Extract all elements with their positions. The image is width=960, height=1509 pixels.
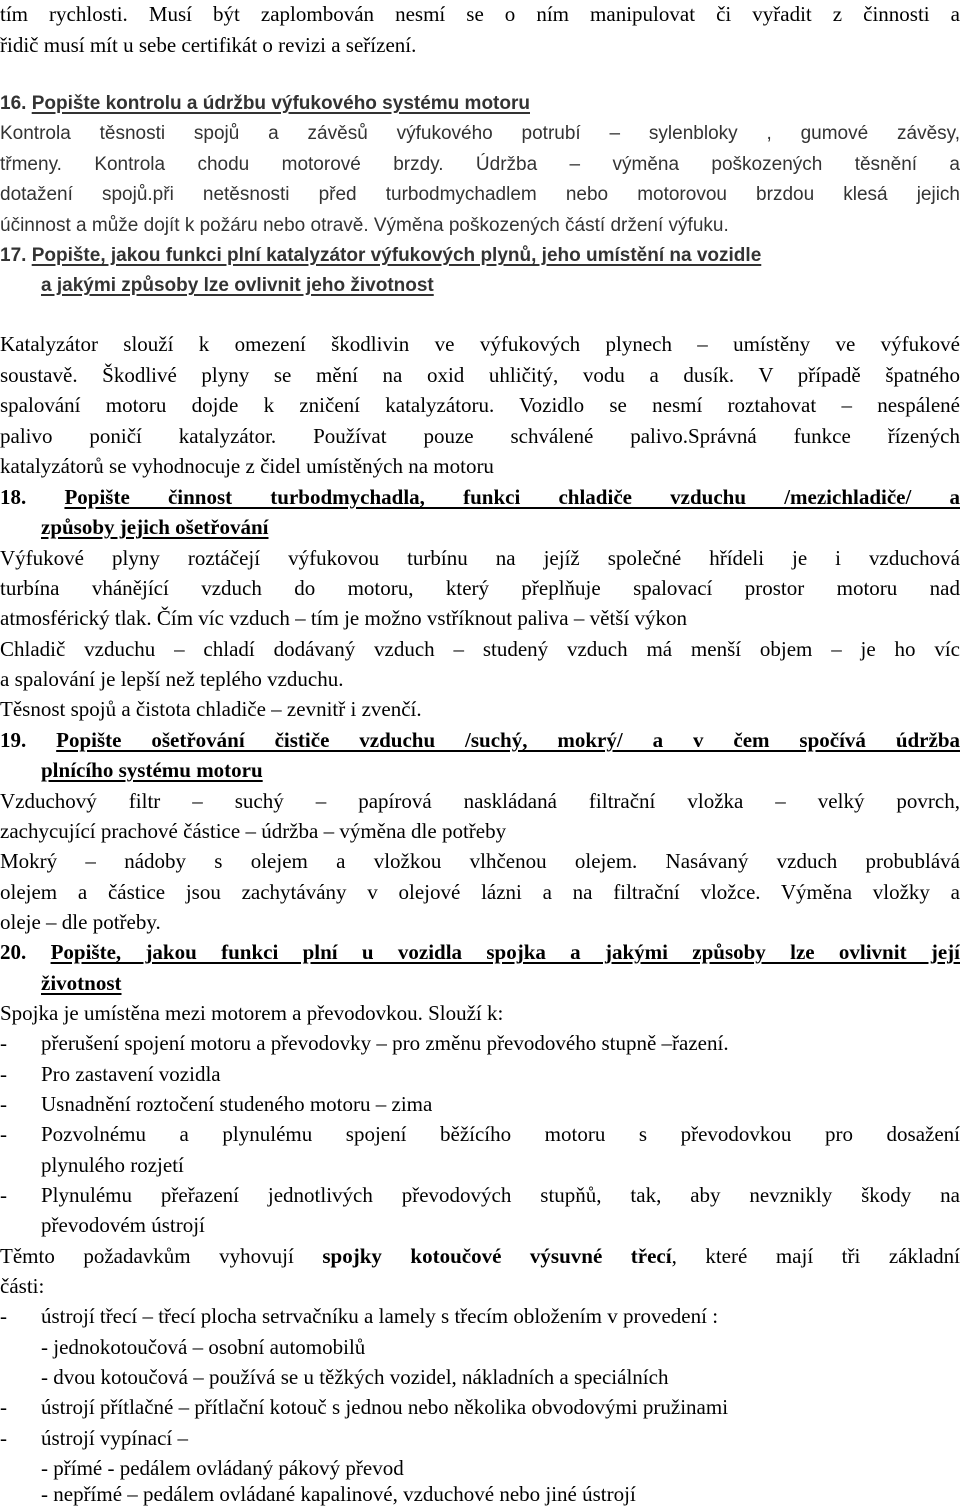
q20-bullet-5-text-2: převodovém ústrojí [41, 1213, 205, 1237]
q20-title-line-2: životnost [41, 971, 122, 995]
bullet-dash: - [0, 1062, 7, 1086]
q20-bullet-3 [0, 1091, 960, 1119]
q16-line-2: třmeny. Kontrola chodu motorové brzdy. Údržba – výměna poškozených těsnění a [0, 154, 960, 175]
q20-bullet-5 [0, 1182, 960, 1210]
q20-part-1 [0, 1303, 960, 1331]
q16-heading [0, 91, 960, 119]
q20-part-3b: - nepřímé – pedálem ovládané kapalinové, vzduchové nebo jiné ústrojí [41, 1482, 636, 1506]
q18-line-3: atmosférický tlak. Čím víc vzduch – tím je možno vstříknout paliva – větší výkon [0, 606, 688, 630]
q20-line-2-post: , které mají tři základní [671, 1244, 960, 1268]
q20-part-1a: - jednokotoučová – osobní automobilů [41, 1335, 366, 1359]
q20-bullet-2 [0, 1061, 960, 1089]
q16-line-1: Kontrola těsnosti spojů a závěsů výfukového potrubí – sylenbloky , gumové závěsy, [0, 123, 960, 144]
q19-title-line-2-wrap [0, 757, 960, 785]
bullet-dash: - [0, 1395, 7, 1419]
bullet-dash: - [0, 1183, 7, 1207]
q20-bullet-4-text-2: plynulého rozjetí [41, 1153, 184, 1177]
q20-part-2 [0, 1394, 960, 1422]
q20-bullet-2-text: Pro zastavení vozidla [41, 1062, 221, 1086]
q20-line-2-pre: Těmto požadavkům vyhovují [0, 1244, 294, 1268]
bullet-dash: - [0, 1031, 7, 1055]
q20-part-1b: - dvou kotoučová – používá se u těžkých vozidel, nákladních a speciálních [41, 1365, 669, 1389]
q19-line-3: Mokrý – nádoby s olejem a vložkou vlhčenou olejem. Nasávaný vzduch probublává [0, 849, 960, 873]
q20-bullet-4 [0, 1121, 960, 1149]
q19-line-5: oleje – dle potřeby. [0, 910, 161, 934]
q19-number: 19. [0, 728, 27, 752]
q20-bullet-1 [0, 1030, 960, 1058]
q19-line-1: Vzduchový filtr – suchý – papírová naskládaná filtrační vložka – velký povrch, [0, 789, 960, 813]
q20-part-3a: - přímé - pedálem ovládaný pákový převod [41, 1456, 404, 1480]
q20-part-1-text: ústrojí třecí – třecí plocha setrvačníku a lamely s třecím obložením v provedení : [41, 1304, 719, 1328]
q17-number: 17. [0, 245, 27, 266]
q18-line-5: a spalování je lepší než teplého vzduchu. [0, 667, 344, 691]
intro-line-2: řidič musí mít u sebe certifikát o revizi a seřízení. [0, 33, 417, 57]
q17-line-3: spalování motoru dojde k zničení katalyzátoru. Vozidlo se nesmí roztahovat – nespálené [0, 393, 960, 417]
q16-line-3: dotažení spojů.při netěsnosti před turbodmychadlem nebo motorovou brzdou klesá jejich [0, 184, 960, 205]
q20-bullet-3-text: Usnadnění roztočení studeného motoru – zima [41, 1092, 433, 1116]
q19-line-4: olejem a částice jsou zachytávány v olejové lázni a na filtrační vložce. Výměna vložky a [0, 880, 960, 904]
q20-line-1: Spojka je umístěna mezi motorem a převodovkou. Slouží k: [0, 1001, 504, 1025]
bullet-dash: - [0, 1426, 7, 1450]
q18-title-line-2-wrap [0, 514, 960, 542]
q20-part-2-text: ústrojí přítlačné – přítlační kotouč s jednou nebo několika obvodovými pružinami [41, 1395, 729, 1419]
q17-heading [0, 243, 960, 271]
q18-title-line-2: způsoby jejich ošetřování [41, 515, 269, 539]
q18-number: 18. [0, 485, 27, 509]
q20-bullet-5-text-1: Plynulému přeřazení jednotlivých převodových stupňů, tak, aby nevznikly škody na [41, 1183, 960, 1207]
q17-line-4: palivo poničí katalyzátor. Používat pouze schválené palivo.Správná funkce řízených [0, 424, 960, 448]
q16-title: Popište kontrolu a údržbu výfukového systému motoru [31, 93, 530, 114]
q16-line-4: účinnost a může dojít k požáru nebo otravě. Výměna poškozených částí držení výfuku. [0, 215, 729, 236]
q20-line-3: části: [0, 1274, 45, 1298]
q17-title-line-2-wrap [0, 273, 960, 301]
q18-line-1: Výfukové plyny roztáčejí výfukovou turbínu na jejíž společné hřídeli je i vzduchová [0, 546, 960, 570]
q20-bullet-1-text: přerušení spojení motoru a převodovky – pro změnu převodového stupně –řazení. [41, 1031, 729, 1055]
q19-title-line-1: Popište ošetřování čističe vzduchu /suchý, mokrý/ a v čem spočívá údržba [56, 728, 960, 752]
q17-line-5: katalyzátorů se vyhodnocuje z čidel umístěných na motoru [0, 454, 494, 478]
bullet-dash: - [0, 1122, 7, 1146]
q20-heading [0, 939, 960, 967]
q20-line-2-bold: spojky kotoučové výsuvné třecí [322, 1244, 672, 1268]
q20-part-3-text: ústrojí vypínací – [41, 1426, 188, 1450]
q17-title-line-2: a jakými způsoby lze ovlivnit jeho životnost [41, 275, 434, 296]
q18-line-4: Chladič vzduchu – chladí dodávaný vzduch – studený vzduch má menší objem – je ho víc [0, 637, 960, 661]
q20-title-line-1: Popište, jakou funkci plní u vozidla spojka a jakými způsoby lze ovlivnit její [50, 940, 960, 964]
q20-number: 20. [0, 940, 27, 964]
q16-number: 16. [0, 93, 27, 114]
q18-title-line-1: Popište činnost turbodmychadla, funkci chladiče vzduchu /mezichladiče/ a [64, 485, 960, 509]
q20-line-2 [0, 1243, 960, 1271]
q17-title-line-1: Popište, jakou funkci plní katalyzátor výfukových plynů, jeho umístění na vozidle [31, 245, 762, 266]
bullet-dash: - [0, 1092, 7, 1116]
q20-bullet-4-text-1: Pozvolnému a plynulému spojení běžícího motoru s převodovkou pro dosažení [41, 1122, 960, 1146]
q20-part-3 [0, 1425, 960, 1453]
q18-line-6: Těsnost spojů a čistota chladiče – zevnitř i zvenčí. [0, 697, 422, 721]
q18-heading [0, 484, 960, 512]
bullet-dash: - [0, 1304, 7, 1328]
q19-heading [0, 727, 960, 755]
q17-line-1: Katalyzátor slouží k omezení škodlivin ve výfukových plynech – umístěny ve výfukové [0, 332, 960, 356]
q19-title-line-2: plnícího systému motoru [41, 758, 263, 782]
q20-title-line-2-wrap [0, 970, 960, 998]
q18-line-2: turbína vhánějící vzduch do motoru, který přeplňuje spalovací prostor motoru nad [0, 576, 960, 600]
q17-line-2: soustavě. Škodlivé plyny se mění na oxid uhličitý, vodu a dusík. V případě špatného [0, 363, 960, 387]
q19-line-2: zachycující prachové částice – údržba – výměna dle potřeby [0, 819, 507, 843]
intro-line-1: tím rychlosti. Musí být zaplombován nesmí se o ním manipulovat či vyřadit z činnosti a [0, 2, 960, 26]
